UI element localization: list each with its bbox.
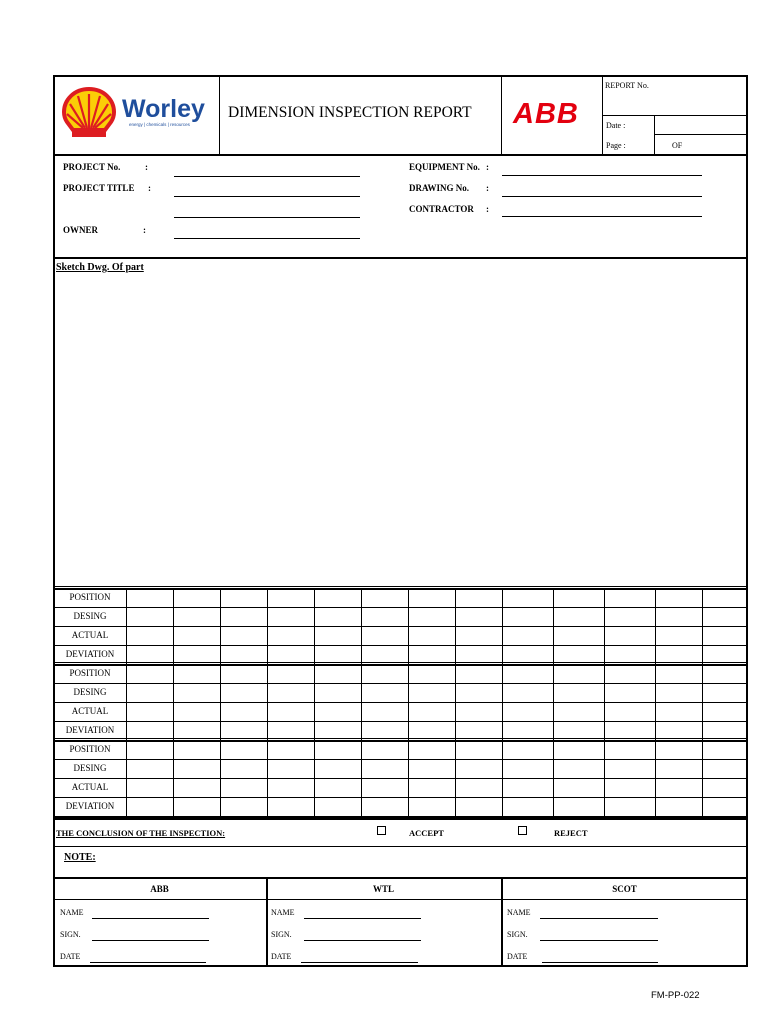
table-cell[interactable] [605, 722, 654, 739]
note-field[interactable] [110, 850, 740, 874]
table-cell[interactable] [554, 684, 603, 701]
sign-label: SIGN. [507, 930, 528, 939]
table-cell[interactable] [268, 665, 313, 682]
colon: : [148, 183, 151, 193]
table-cell[interactable] [127, 589, 172, 606]
table-cell[interactable] [554, 741, 603, 758]
colon: : [143, 225, 146, 235]
date-page-divider [654, 134, 748, 135]
table-cell[interactable] [456, 722, 501, 739]
table-cell[interactable] [221, 627, 266, 644]
table-cell[interactable] [409, 760, 454, 777]
table-cell[interactable] [409, 779, 454, 796]
table-cell[interactable] [605, 779, 654, 796]
table-cell[interactable] [503, 741, 552, 758]
table-cell[interactable] [456, 608, 501, 625]
table-cell[interactable] [268, 608, 313, 625]
signatures-header-divider [53, 899, 748, 900]
table-cell[interactable] [268, 779, 313, 796]
table-cell[interactable] [656, 589, 701, 606]
abb-logo: ABB [513, 98, 579, 130]
table-cell[interactable] [605, 627, 654, 644]
table-cell[interactable] [174, 646, 219, 663]
contractor-label: CONTRACTOR [409, 204, 474, 214]
conclusion-top-divider [53, 818, 748, 820]
date-field[interactable] [542, 962, 658, 963]
drawing-no-label: DRAWING No. [409, 183, 470, 193]
table-cell[interactable] [315, 798, 360, 815]
accept-checkbox[interactable] [377, 826, 386, 835]
table-row-label: POSITION [69, 667, 111, 678]
table-cell[interactable] [554, 703, 603, 720]
table-cell[interactable] [174, 627, 219, 644]
table-cell[interactable] [656, 741, 701, 758]
table-cell[interactable] [268, 646, 313, 663]
table-cell[interactable] [703, 665, 747, 682]
form-code: FM-PP-022 [651, 990, 700, 1001]
table-cell[interactable] [605, 665, 654, 682]
table-cell[interactable] [605, 684, 654, 701]
table-cell[interactable] [703, 741, 747, 758]
table-cell[interactable] [656, 646, 701, 663]
table-row-label: DESING [73, 686, 107, 697]
table-cell[interactable] [605, 741, 654, 758]
table-cell[interactable] [605, 798, 654, 815]
signature-heading: SCOT [612, 884, 637, 894]
name-label: NAME [271, 908, 295, 917]
table-cell[interactable] [656, 627, 701, 644]
colon: : [486, 204, 489, 214]
equipment-no-field[interactable] [502, 175, 702, 176]
table-cell[interactable] [127, 703, 172, 720]
signature-heading: ABB [150, 884, 169, 894]
table-cell[interactable] [221, 646, 266, 663]
table-cell[interactable] [503, 646, 552, 663]
note-label: NOTE: [64, 852, 96, 863]
table-cell[interactable] [554, 722, 603, 739]
date-label: DATE [60, 952, 81, 961]
name-field[interactable] [92, 918, 209, 919]
table-cell[interactable] [503, 798, 552, 815]
table-row-label: DEVIATION [65, 648, 115, 659]
table-cell[interactable] [362, 589, 407, 606]
table-cell[interactable] [605, 589, 654, 606]
owner-field[interactable] [174, 238, 360, 239]
table-cell[interactable] [127, 665, 172, 682]
table-cell[interactable] [409, 722, 454, 739]
conclusion-label: THE CONCLUSION OF THE INSPECTION: [56, 828, 226, 838]
contractor-field[interactable] [502, 216, 702, 217]
table-cell[interactable] [554, 627, 603, 644]
table-group-line [53, 586, 748, 587]
date-label: Date : [606, 121, 626, 130]
table-cell[interactable] [174, 722, 219, 739]
table-cell[interactable] [409, 684, 454, 701]
table-cell[interactable] [268, 627, 313, 644]
report-no-label: REPORT No. [605, 81, 649, 90]
table-row-label: POSITION [69, 743, 111, 754]
header-col-divider-1 [219, 75, 220, 155]
equipment-no-label: EQUIPMENT No. [409, 162, 480, 172]
drawing-no-field[interactable] [502, 196, 702, 197]
reject-checkbox[interactable] [518, 826, 527, 835]
table-cell[interactable] [503, 608, 552, 625]
table-cell[interactable] [221, 798, 266, 815]
table-cell[interactable] [362, 646, 407, 663]
table-cell[interactable] [174, 589, 219, 606]
page-label: Page : [606, 141, 626, 150]
project-no-label: PROJECT No. [63, 162, 121, 172]
table-cell[interactable] [503, 589, 552, 606]
table-row-label: POSITION [69, 591, 111, 602]
page-title: DIMENSION INSPECTION REPORT [228, 104, 472, 121]
table-cell[interactable] [703, 760, 747, 777]
report-no-divider [602, 115, 748, 116]
header-divider [53, 154, 748, 156]
table-cell[interactable] [456, 741, 501, 758]
table-cell[interactable] [703, 627, 747, 644]
table-cell[interactable] [174, 684, 219, 701]
table-cell[interactable] [554, 589, 603, 606]
table-cell[interactable] [174, 608, 219, 625]
table-cell[interactable] [362, 760, 407, 777]
table-cell[interactable] [703, 684, 747, 701]
name-field[interactable] [540, 918, 658, 919]
table-row-label: ACTUAL [71, 781, 109, 792]
table-cell[interactable] [315, 684, 360, 701]
table-cell[interactable] [174, 779, 219, 796]
table-cell[interactable] [362, 779, 407, 796]
note-top-divider [53, 846, 748, 847]
table-cell[interactable] [221, 779, 266, 796]
worley-tagline: energy | chemicals | resources [129, 122, 190, 127]
table-cell[interactable] [703, 646, 747, 663]
table-row-label: DEVIATION [65, 800, 115, 811]
table-row-label: ACTUAL [71, 629, 109, 640]
table-cell[interactable] [409, 665, 454, 682]
table-cell[interactable] [503, 760, 552, 777]
table-cell[interactable] [174, 798, 219, 815]
accept-label: ACCEPT [409, 828, 444, 838]
colon: : [145, 162, 148, 172]
table-cell[interactable] [315, 627, 360, 644]
table-cell[interactable] [221, 665, 266, 682]
table-cell[interactable] [456, 798, 501, 815]
table-cell[interactable] [127, 646, 172, 663]
signatures-top-divider [53, 877, 748, 879]
table-cell[interactable] [174, 665, 219, 682]
table-cell[interactable] [221, 760, 266, 777]
table-cell[interactable] [703, 608, 747, 625]
table-cell[interactable] [456, 760, 501, 777]
project-title-field[interactable] [174, 196, 360, 197]
table-cell[interactable] [268, 760, 313, 777]
table-row-label: ACTUAL [71, 705, 109, 716]
colon: : [486, 162, 489, 172]
table-row-label: DESING [73, 610, 107, 621]
table-cell[interactable] [503, 703, 552, 720]
table-cell[interactable] [409, 646, 454, 663]
table-cell[interactable] [315, 779, 360, 796]
date-field[interactable] [90, 962, 206, 963]
table-cell[interactable] [362, 798, 407, 815]
header-col-divider-2 [501, 75, 502, 155]
table-cell[interactable] [656, 608, 701, 625]
table-cell[interactable] [362, 684, 407, 701]
name-label: NAME [507, 908, 531, 917]
table-cell[interactable] [221, 722, 266, 739]
table-cell[interactable] [362, 722, 407, 739]
table-cell[interactable] [362, 703, 407, 720]
table-cell[interactable] [456, 779, 501, 796]
table-row-label: DESING [73, 762, 107, 773]
table-cell[interactable] [605, 646, 654, 663]
table-cell[interactable] [703, 779, 747, 796]
table-cell[interactable] [656, 760, 701, 777]
table-cell[interactable] [315, 665, 360, 682]
date-label: DATE [507, 952, 528, 961]
worley-logo: Worley [122, 95, 205, 123]
table-cell[interactable] [174, 760, 219, 777]
table-cell[interactable] [127, 608, 172, 625]
table-cell[interactable] [315, 722, 360, 739]
table-cell[interactable] [221, 741, 266, 758]
of-label: OF [672, 141, 683, 150]
table-cell[interactable] [315, 703, 360, 720]
table-cell[interactable] [174, 703, 219, 720]
name-label: NAME [60, 908, 84, 917]
table-cell[interactable] [503, 665, 552, 682]
sign-field[interactable] [92, 940, 209, 941]
sketch-area[interactable] [56, 276, 746, 584]
table-cell[interactable] [268, 722, 313, 739]
table-cell[interactable] [456, 665, 501, 682]
table-cell[interactable] [362, 665, 407, 682]
table-cell[interactable] [409, 608, 454, 625]
sign-label: SIGN. [271, 930, 292, 939]
table-cell[interactable] [605, 760, 654, 777]
project-divider [53, 257, 748, 259]
table-cell[interactable] [554, 646, 603, 663]
table-cell[interactable] [703, 722, 747, 739]
table-cell[interactable] [703, 703, 747, 720]
table-cell[interactable] [127, 627, 172, 644]
table-cell[interactable] [554, 760, 603, 777]
table-cell[interactable] [554, 779, 603, 796]
table-cell[interactable] [456, 703, 501, 720]
owner-label: OWNER [63, 225, 99, 235]
table-cell[interactable] [127, 760, 172, 777]
table-cell[interactable] [554, 798, 603, 815]
table-cell[interactable] [656, 684, 701, 701]
table-cell[interactable] [503, 684, 552, 701]
reject-label: REJECT [554, 828, 588, 838]
date-label: DATE [271, 952, 292, 961]
table-cell[interactable] [703, 798, 747, 815]
table-row-line [53, 816, 748, 818]
sign-field[interactable] [540, 940, 658, 941]
table-cell[interactable] [656, 665, 701, 682]
table-cell[interactable] [315, 646, 360, 663]
table-cell[interactable] [409, 741, 454, 758]
table-cell[interactable] [409, 798, 454, 815]
project-title-field-2[interactable] [174, 217, 360, 218]
table-row-label: DEVIATION [65, 724, 115, 735]
table-cell[interactable] [221, 684, 266, 701]
project-no-field[interactable] [174, 176, 360, 177]
table-cell[interactable] [268, 798, 313, 815]
table-cell[interactable] [554, 608, 603, 625]
signature-heading: WTL [372, 884, 394, 894]
name-field[interactable] [304, 918, 421, 919]
table-cell[interactable] [268, 684, 313, 701]
table-cell[interactable] [703, 589, 747, 606]
table-cell[interactable] [656, 798, 701, 815]
table-cell[interactable] [127, 779, 172, 796]
shell-logo [60, 86, 118, 138]
table-cell[interactable] [554, 665, 603, 682]
date-field[interactable] [301, 962, 418, 963]
table-cell[interactable] [656, 722, 701, 739]
table-cell[interactable] [127, 684, 172, 701]
table-cell[interactable] [315, 741, 360, 758]
table-cell[interactable] [409, 703, 454, 720]
table-cell[interactable] [174, 741, 219, 758]
table-cell[interactable] [456, 646, 501, 663]
table-cell[interactable] [362, 627, 407, 644]
sign-label: SIGN. [60, 930, 81, 939]
table-cell[interactable] [656, 703, 701, 720]
table-cell[interactable] [362, 608, 407, 625]
table-cell[interactable] [127, 741, 172, 758]
table-cell[interactable] [268, 741, 313, 758]
table-cell[interactable] [503, 779, 552, 796]
table-cell[interactable] [605, 608, 654, 625]
date-col-divider [654, 115, 655, 155]
table-cell[interactable] [268, 703, 313, 720]
table-cell[interactable] [409, 627, 454, 644]
table-cell[interactable] [409, 589, 454, 606]
table-cell[interactable] [456, 589, 501, 606]
table-cell[interactable] [127, 722, 172, 739]
table-cell[interactable] [221, 589, 266, 606]
sketch-label: Sketch Dwg. Of part [56, 262, 144, 273]
table-cell[interactable] [127, 798, 172, 815]
colon: : [486, 183, 489, 193]
table-cell[interactable] [503, 627, 552, 644]
table-cell[interactable] [456, 684, 501, 701]
table-cell[interactable] [268, 589, 313, 606]
table-cell[interactable] [503, 722, 552, 739]
table-cell[interactable] [456, 627, 501, 644]
table-cell[interactable] [315, 589, 360, 606]
table-cell[interactable] [362, 741, 407, 758]
table-cell[interactable] [315, 608, 360, 625]
table-cell[interactable] [605, 703, 654, 720]
project-title-label: PROJECT TITLE [63, 183, 135, 193]
table-cell[interactable] [315, 760, 360, 777]
sign-field[interactable] [304, 940, 421, 941]
table-cell[interactable] [221, 703, 266, 720]
table-cell[interactable] [221, 608, 266, 625]
table-cell[interactable] [656, 779, 701, 796]
